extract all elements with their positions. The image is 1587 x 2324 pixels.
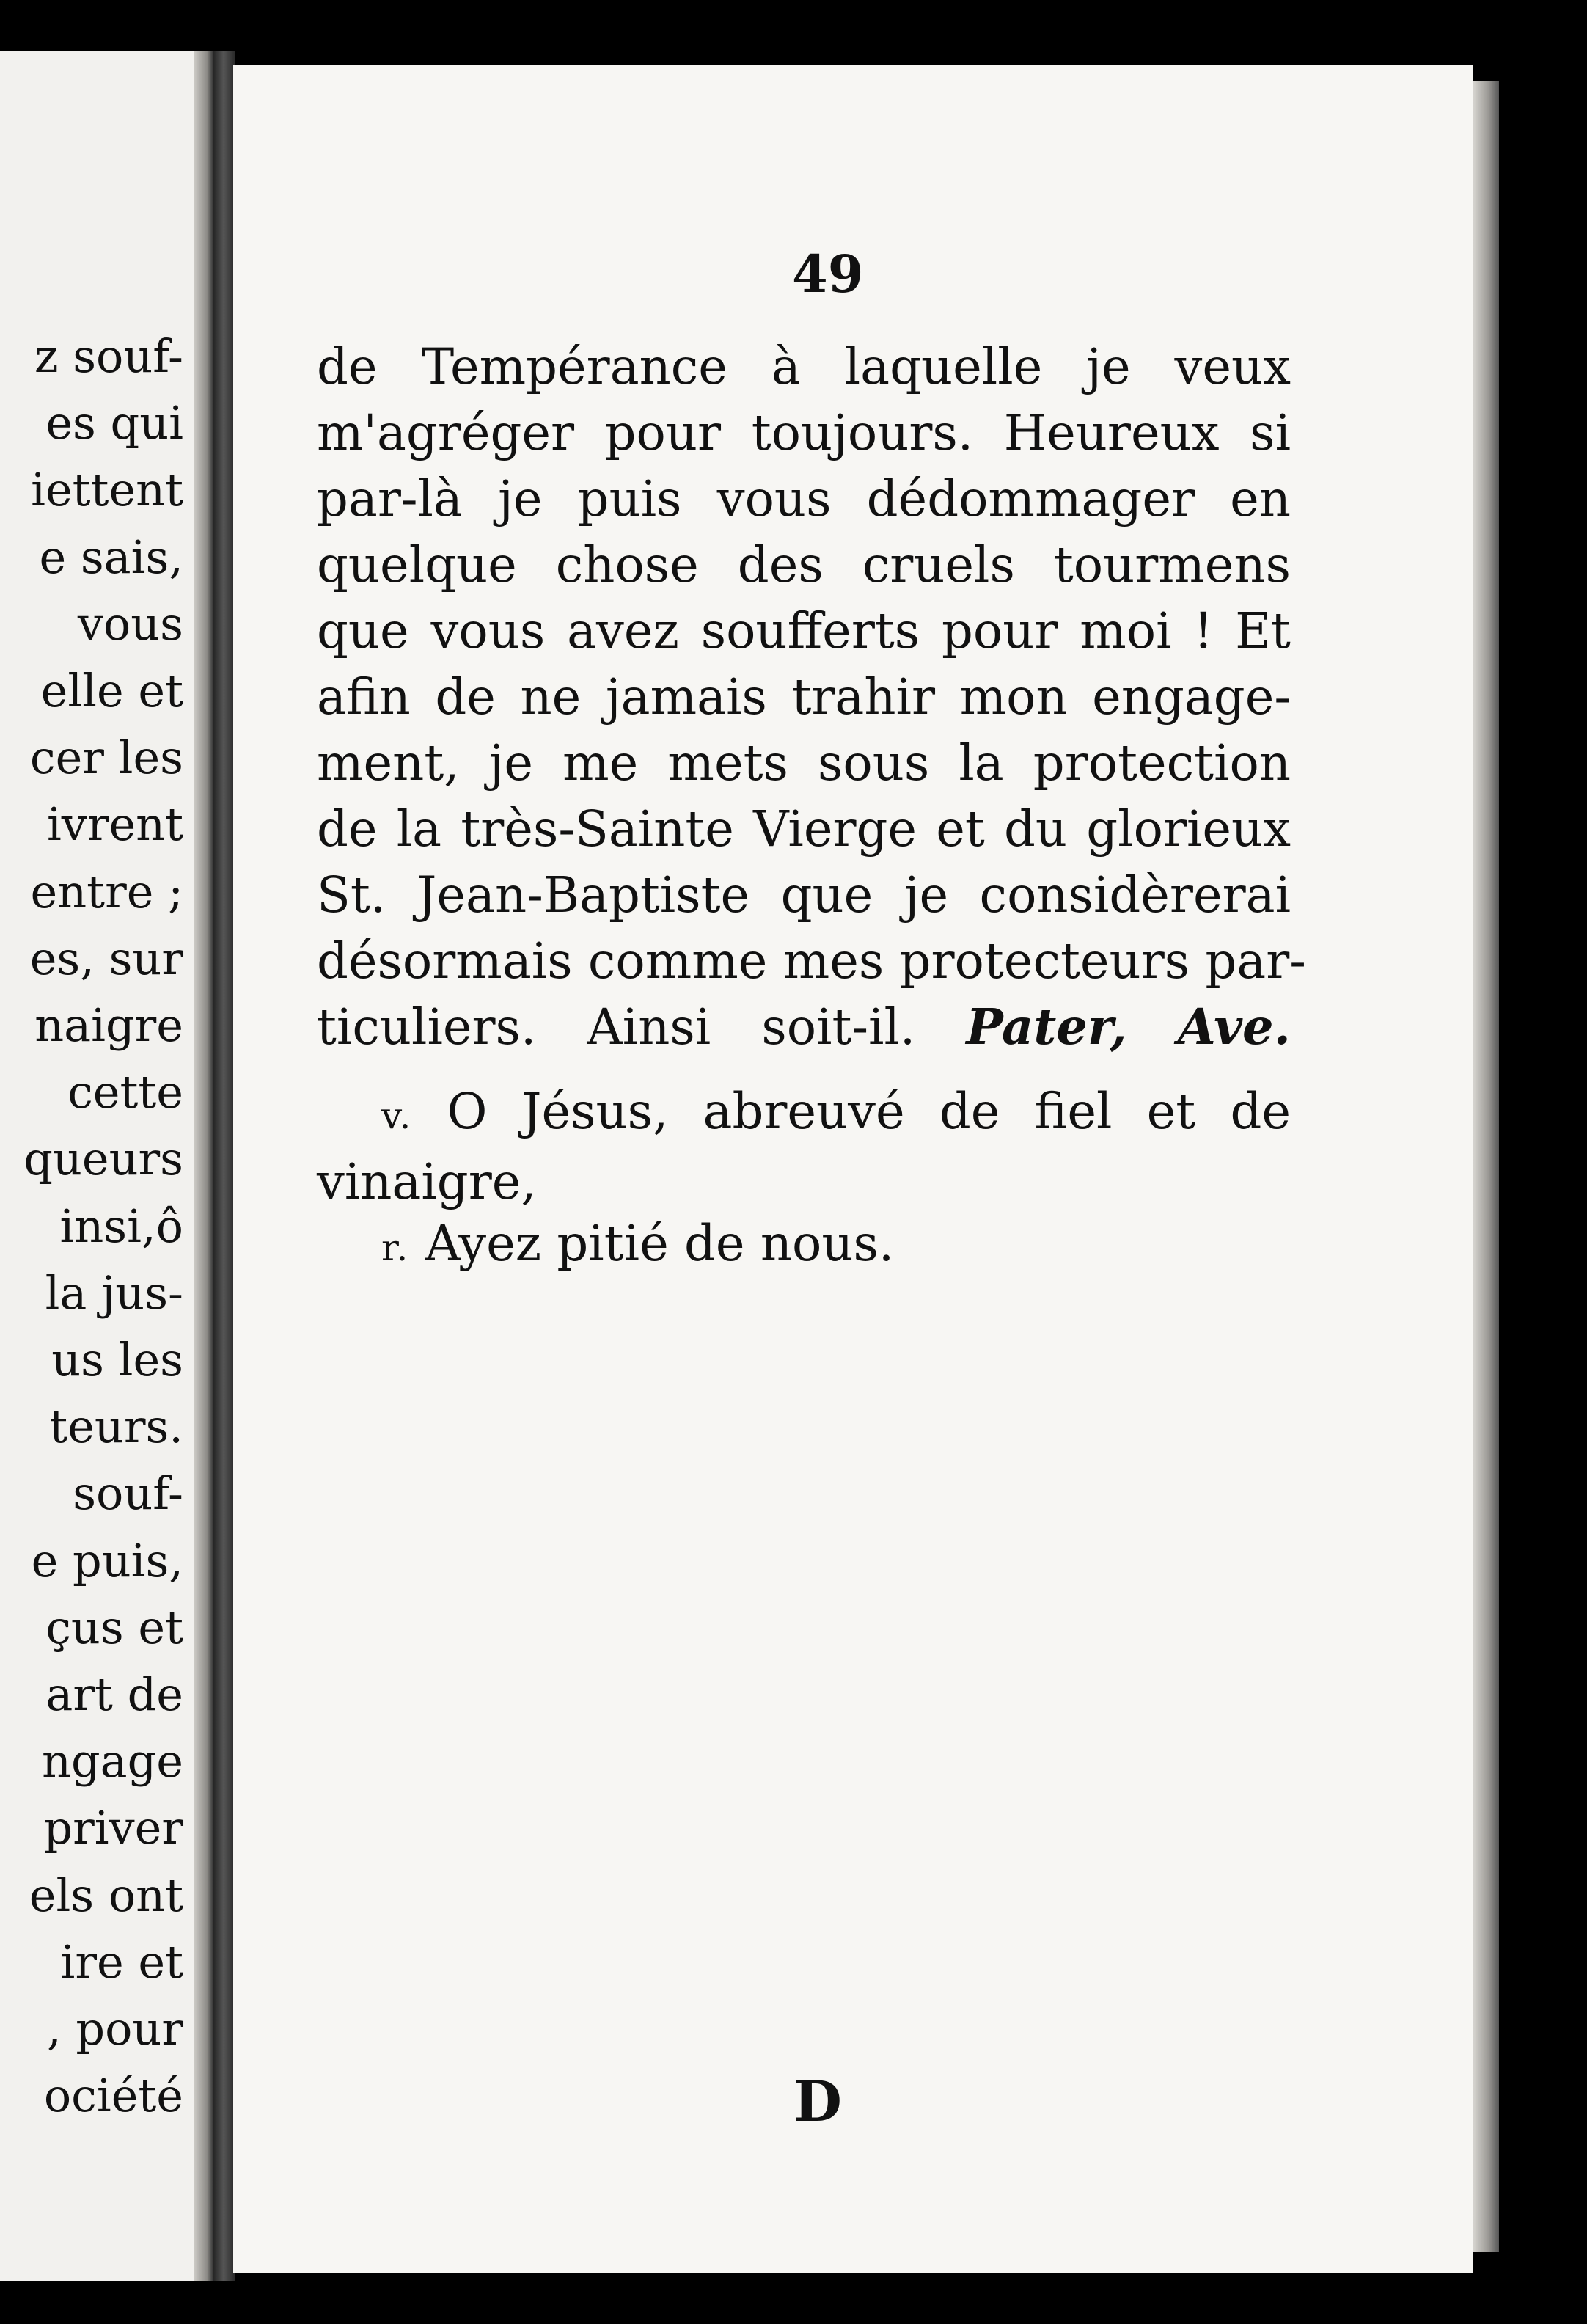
left-text-fragment: çus et (45, 1600, 183, 1654)
response-mark: r. (381, 1227, 410, 1269)
left-text-fragment: vous (77, 596, 183, 651)
ave-word: Ave. (1177, 998, 1291, 1056)
versicle-line (317, 1078, 1291, 1149)
left-text-fragment: la jus- (45, 1265, 183, 1320)
left-text-fragment: iettent (31, 463, 183, 517)
text-line: quelque chose des cruels tourmens (317, 536, 1291, 593)
left-text-fragment: teurs. (49, 1400, 183, 1454)
page-number: 49 (792, 244, 864, 304)
pater-word: Pater, (966, 998, 1127, 1056)
left-text-fragment: insi,ô (59, 1199, 183, 1253)
left-text-fragment: ivrent (46, 797, 183, 852)
left-text-fragment: , pour (47, 2002, 183, 2056)
text-line: afin de ne jamais trahir mon engage- (317, 668, 1291, 726)
prayer-paragraph (317, 334, 1306, 1060)
left-text-fragment: z souf- (34, 329, 183, 383)
text-line: m'agréger pour toujours. Heureux si (317, 404, 1291, 461)
left-facing-page (0, 51, 213, 2281)
text-line: de la très-Sainte Vierge et du glorieux (317, 800, 1291, 858)
left-text-fragment: e sais, (39, 530, 183, 584)
text-line: St. Jean-Baptiste que je considèrerai (317, 866, 1291, 924)
versicle-mark: v. (381, 1095, 413, 1137)
left-text-fragment: es, sur (29, 931, 183, 985)
response (381, 1210, 894, 1281)
versicle (317, 1078, 1291, 1215)
left-text-fragment: queurs (23, 1132, 183, 1186)
versicle-continuation: vinaigre, (317, 1153, 537, 1210)
text-line-final (317, 994, 1291, 1060)
versicle-text: O Jésus, abreuvé de fiel et de (447, 1083, 1291, 1140)
response-text: Ayez pitié de nous. (425, 1215, 895, 1272)
left-text-fragment: ngage (42, 1734, 183, 1788)
left-text-fragment: e puis, (31, 1533, 183, 1587)
left-text-fragment: els ont (29, 1868, 183, 1922)
left-text-fragment: ociété (43, 2069, 183, 2123)
page-edge (1473, 81, 1499, 2252)
left-text-fragment: cette (67, 1065, 183, 1119)
left-page-text-fragments (23, 323, 183, 2129)
left-text-fragment: ire et (60, 1934, 183, 1989)
closing-text: ticuliers. Ainsi soit-il. (317, 998, 916, 1056)
text-line: que vous avez soufferts pour moi ! Et (317, 602, 1291, 659)
left-page-gutter (194, 51, 213, 2281)
left-text-fragment: souf- (73, 1466, 183, 1521)
left-text-fragment: us les (51, 1333, 183, 1387)
text-line: ment, je me mets sous la protection (317, 734, 1291, 792)
left-text-fragment: art de (45, 1667, 183, 1722)
signature-mark: D (794, 2069, 842, 2134)
left-text-fragment: es qui (45, 396, 183, 450)
left-text-fragment: elle et (40, 664, 183, 718)
text-line: désormais comme mes protecteurs par- (317, 932, 1306, 990)
left-text-fragment: entre ; (30, 864, 183, 918)
text-line: de Tempérance à laquelle je veux (317, 338, 1291, 395)
left-text-fragment: priver (43, 1801, 183, 1855)
text-line: par-là je puis vous dédommager en (317, 470, 1291, 527)
left-text-fragment: naigre (34, 998, 183, 1053)
left-text-fragment: cer les (29, 731, 183, 785)
book-spine (213, 51, 235, 2281)
